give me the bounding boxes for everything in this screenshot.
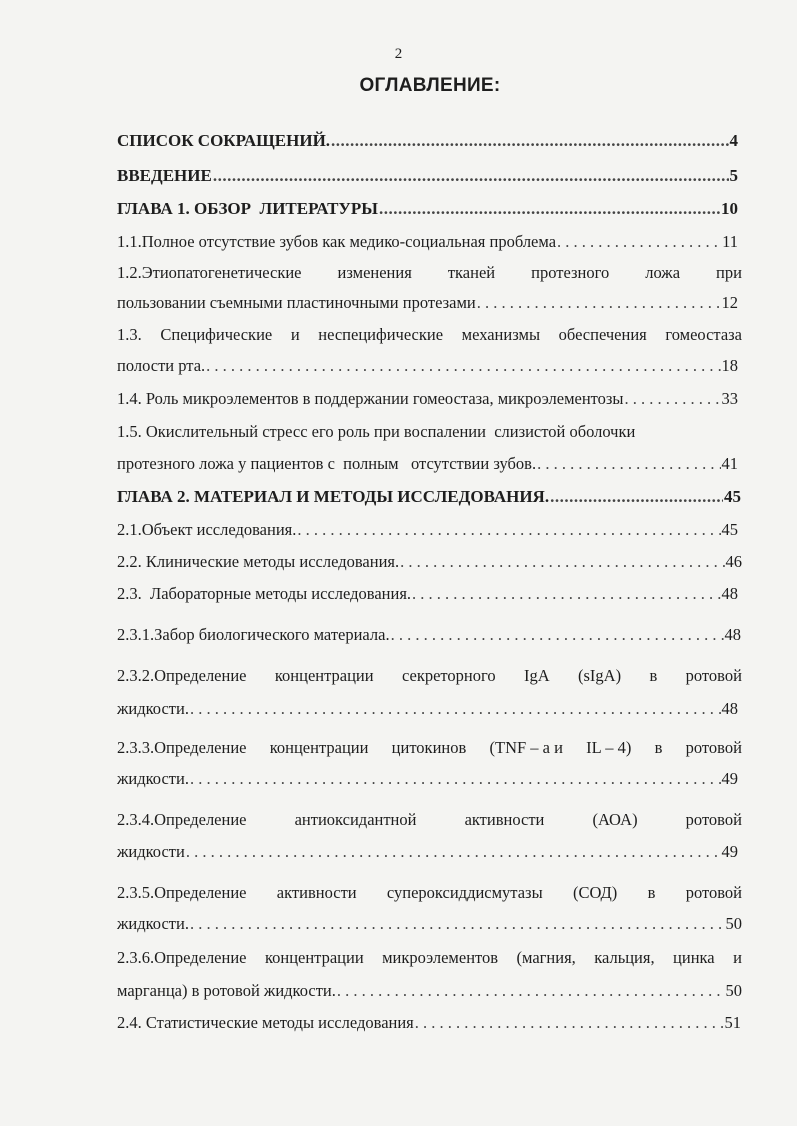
dot-leader [331, 131, 728, 151]
word: и [290, 325, 300, 344]
toc-entry-2-3-2-line2[interactable] [117, 699, 738, 719]
dot-leader [379, 199, 720, 219]
word: концентрации [274, 666, 374, 685]
word: в [649, 666, 658, 685]
toc-entry-page: 41 [721, 454, 738, 473]
dot-leader [415, 1013, 724, 1033]
toc-entry-abbreviations[interactable] [117, 131, 738, 151]
toc-entry-page: 33 [721, 389, 738, 408]
toc-entry-page: 46 [725, 552, 742, 571]
word: (АОА) [592, 810, 638, 829]
word: ротовой [685, 883, 742, 902]
word: ротовой [685, 666, 742, 685]
dot-leader [190, 769, 721, 789]
toc-entry-2-3-6-line1[interactable] [117, 948, 742, 968]
word: микроэлементов [382, 948, 499, 967]
word: протезного [531, 263, 610, 282]
word: 1.2.Этиопатогенетические [117, 263, 302, 282]
toc-entry-1-2-line1[interactable] [117, 263, 742, 283]
word: супероксиддисмутазы [386, 883, 543, 902]
toc-entry-text: марганца) в ротовой жидкости. [117, 981, 336, 1000]
toc-entry-page: 50 [725, 981, 742, 1000]
dot-leader [625, 389, 721, 409]
dot-leader [550, 487, 723, 507]
word: обеспечения [558, 325, 647, 344]
word: активности [276, 883, 357, 902]
toc-entry-text: 2.2. Клинические методы исследования. [117, 552, 400, 571]
toc-entry-text: 1.1.Полное отсутствие зубов как медико-социальная проблема [117, 232, 557, 251]
word: IgA [523, 666, 550, 685]
toc-entry-2-4[interactable] [117, 1013, 741, 1033]
dot-leader [391, 625, 724, 645]
word: антиоксидантной [294, 810, 417, 829]
word: 2.3.2.Определение [117, 666, 247, 685]
word: секреторного [401, 666, 496, 685]
toc-entry-text: жидкости. [117, 914, 189, 933]
toc-entry-text: протезного ложа у пациентов с полным отсутствии зубов. [117, 454, 537, 473]
word: тканей [447, 263, 496, 282]
word: цитокинов [391, 738, 467, 757]
toc-entry-text: жидкости. [117, 769, 189, 788]
dot-leader [557, 232, 721, 252]
toc-entry-1-3-line2[interactable] [117, 356, 738, 376]
toc-entry-page: 18 [721, 356, 738, 375]
toc-entry-text: ВВЕДЕНИЕ [117, 166, 212, 185]
word: 2.3.5.Определение [117, 883, 247, 902]
word: изменения [337, 263, 412, 282]
toc-entry-1-3-line1[interactable] [117, 325, 742, 345]
toc-entry-page: 11 [722, 232, 738, 251]
toc-entry-2-3-5-line1[interactable] [117, 883, 742, 903]
word: и [733, 948, 742, 967]
toc-entry-page: 49 [721, 769, 738, 788]
toc-entry-page: 12 [721, 293, 738, 312]
toc-entry-page: 10 [721, 199, 738, 218]
dot-leader [297, 520, 720, 540]
toc-entry-page: 48 [721, 699, 738, 718]
word: механизмы [461, 325, 541, 344]
toc-entry-chapter-1[interactable] [117, 199, 738, 219]
toc-entry-page: 45 [721, 520, 738, 539]
toc-entry-text: ГЛАВА 1. ОБЗОР ЛИТЕРАТУРЫ [117, 199, 378, 218]
dot-leader [186, 842, 721, 862]
toc-entry-2-3-2-line1[interactable] [117, 666, 742, 686]
word: (TNF – a и [489, 738, 563, 757]
toc-entry-text: 2.3.1.Забор биологического материала. [117, 625, 390, 644]
toc-entry-page: 51 [724, 1013, 741, 1032]
toc-entry-page: 50 [725, 914, 742, 933]
toc-entry-2-3-5-line2[interactable] [117, 914, 742, 934]
word: IL – 4) [586, 738, 632, 757]
word: цинка [673, 948, 715, 967]
dot-leader [337, 981, 725, 1001]
toc-title: ОГЛАВЛЕНИЕ: [359, 75, 501, 96]
toc-entry-chapter-2[interactable] [117, 487, 741, 507]
word: концентрации [269, 738, 369, 757]
toc-entry-2-2[interactable] [117, 552, 742, 572]
word: 2.3.6.Определение [117, 948, 247, 967]
word: ротовой [685, 738, 742, 757]
dot-leader [190, 699, 721, 719]
dot-leader [537, 454, 720, 474]
dot-leader [477, 293, 721, 313]
toc-entry-2-1[interactable] [117, 520, 738, 540]
toc-entry-1-1[interactable] [117, 232, 738, 252]
toc-entry-2-3-1[interactable] [117, 625, 741, 645]
word: гомеостаза [665, 325, 742, 344]
toc-entry-text: 2.3. Лабораторные методы исследования. [117, 584, 412, 603]
word: ротовой [685, 810, 742, 829]
word: в [654, 738, 663, 757]
dot-leader [213, 166, 729, 186]
word: 2.3.4.Определение [117, 810, 247, 829]
dot-leader [412, 584, 720, 604]
dot-leader [206, 356, 720, 376]
word: (магния, [516, 948, 576, 967]
toc-entry-page: 48 [724, 625, 741, 644]
word: активности [464, 810, 545, 829]
word: (sIgA) [578, 666, 622, 685]
toc-entry-2-3-4-line1[interactable] [117, 810, 742, 830]
toc-entry-2-3-4-line2[interactable] [117, 842, 738, 862]
toc-entry-page: 45 [724, 487, 741, 506]
word: 2.3.3.Определение [117, 738, 247, 757]
toc-entry-2-3-6-line2[interactable] [117, 981, 742, 1001]
page-number: 2 [394, 46, 403, 62]
toc-entry-1-2-line2[interactable] [117, 293, 738, 313]
word: в [647, 883, 656, 902]
toc-entry-text: жидкости [117, 842, 185, 861]
toc-entry-2-3[interactable] [117, 584, 738, 604]
toc-entry-text: 1.4. Роль микроэлементов в поддержании гомеостаза, микроэлементозы [117, 389, 624, 408]
word: 1.3. [117, 325, 142, 344]
dot-leader [190, 914, 725, 934]
toc-entry-text: жидкости. [117, 699, 189, 718]
dot-leader [400, 552, 724, 572]
toc-entry-page: 48 [721, 584, 738, 603]
toc-entry-text: СПИСОК СОКРАЩЕНИЙ. [117, 131, 331, 150]
toc-entry-page: 49 [721, 842, 738, 861]
toc-entry-text: ГЛАВА 2. МАТЕРИАЛ И МЕТОДЫ ИССЛЕДОВАНИЯ. [117, 487, 550, 506]
word: неспецифические [318, 325, 444, 344]
toc-entry-1-5-line1[interactable]: 1.5. Окислительный стресс его роль при воспалении слизистой оболочки [117, 422, 636, 441]
word: ложа [645, 263, 681, 282]
word: кальция, [594, 948, 655, 967]
toc-entry-2-3-3-line1[interactable] [117, 738, 742, 758]
toc-entry-1-4[interactable] [117, 389, 738, 409]
word: Специфические [160, 325, 273, 344]
toc-entry-text: 2.1.Объект исследования. [117, 520, 297, 539]
word: (СОД) [572, 883, 618, 902]
toc-entry-1-5-line2[interactable] [117, 454, 738, 474]
toc-entry-text: пользовании съемными пластиночными протезами [117, 293, 476, 312]
toc-entry-2-3-3-line2[interactable] [117, 769, 738, 789]
toc-entry-introduction[interactable] [117, 166, 738, 186]
toc-entry-text: 2.4. Статистические методы исследования [117, 1013, 414, 1032]
toc-entry-text: полости рта. [117, 356, 206, 375]
word: концентрации [264, 948, 364, 967]
word: при [716, 263, 742, 282]
toc-entry-page: 5 [729, 166, 738, 185]
toc-entry-page: 4 [729, 131, 738, 150]
